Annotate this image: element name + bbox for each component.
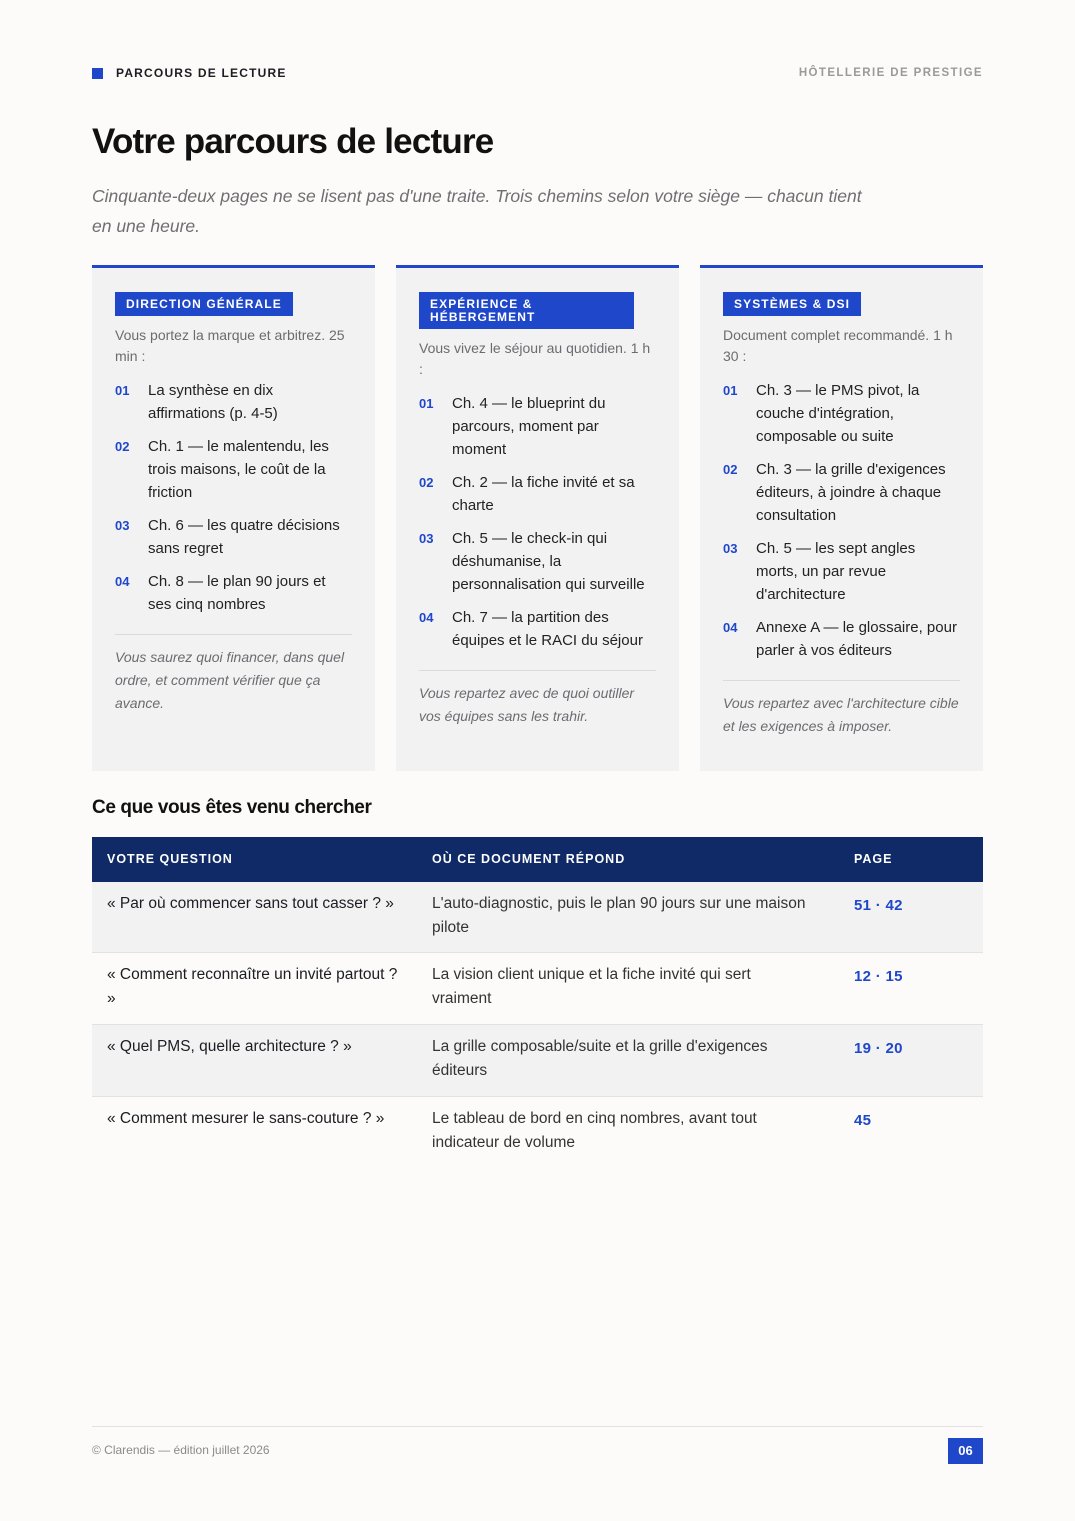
page-cell: 19 · 20 xyxy=(854,1040,903,1057)
step-number: 04 xyxy=(115,574,130,589)
section-label: PARCOURS DE LECTURE xyxy=(116,66,287,80)
path-badge: SYSTÈMES & DSI xyxy=(723,292,861,316)
step-number: 03 xyxy=(723,541,738,556)
path-step xyxy=(419,392,656,461)
path-steps xyxy=(419,392,656,652)
path-intro: Vous portez la marque et arbitrez. 25 min : xyxy=(115,327,345,364)
step-number: 02 xyxy=(115,439,130,454)
path-step xyxy=(723,379,960,448)
step-text: Ch. 5 — le check-in qui déshumanise, la personnalisation qui surveille xyxy=(452,530,645,593)
page-cell: 45 xyxy=(854,1112,872,1129)
step-text: Ch. 5 — les sept angles morts, un par revue d'architecture xyxy=(756,540,916,603)
path-step xyxy=(419,471,656,517)
column-header-page: PAGE xyxy=(854,852,893,866)
path-step xyxy=(115,514,352,560)
path-step xyxy=(115,379,352,425)
card-divider xyxy=(419,670,656,671)
footer-divider xyxy=(92,1426,983,1427)
step-text: Ch. 8 — le plan 90 jours et ses cinq nombres xyxy=(148,573,326,613)
table-row xyxy=(92,1025,983,1097)
step-text: Ch. 3 — le PMS pivot, la couche d'intégration, composable ou suite xyxy=(756,382,920,445)
step-number: 03 xyxy=(115,518,130,533)
table-row xyxy=(92,882,983,953)
path-steps xyxy=(115,379,352,616)
path-card-experience xyxy=(396,265,679,771)
answer-cell: Le tableau de bord en cinq nombres, avant tout indicateur de volume xyxy=(432,1110,757,1151)
reading-paths xyxy=(92,265,983,771)
page-cell: 51 · 42 xyxy=(854,897,903,914)
table-row xyxy=(92,953,983,1025)
step-number: 02 xyxy=(723,462,738,477)
question-cell: « Comment reconnaître un invité partout ? » xyxy=(107,966,398,1007)
path-card-systems xyxy=(700,265,983,771)
question-cell: « Comment mesurer le sans-couture ? » xyxy=(107,1110,385,1127)
path-step xyxy=(723,537,960,606)
question-cell: « Quel PMS, quelle architecture ? » xyxy=(107,1038,352,1055)
step-number: 01 xyxy=(419,396,434,411)
question-cell: « Par où commencer sans tout casser ? » xyxy=(107,895,394,912)
path-card-direction xyxy=(92,265,375,771)
path-step xyxy=(723,616,960,662)
step-number: 01 xyxy=(723,383,738,398)
path-intro: Document complet recommandé. 1 h 30 : xyxy=(723,327,953,364)
path-outcome: Vous repartez avec l'architecture cible et les exigences à imposer. xyxy=(723,695,959,734)
step-text: La synthèse en dix affirmations (p. 4-5) xyxy=(148,382,278,422)
questions-heading: Ce que vous êtes venu chercher xyxy=(92,797,372,818)
answer-cell: La grille composable/suite et la grille d'exigences éditeurs xyxy=(432,1038,768,1079)
page-cell: 12 · 15 xyxy=(854,968,903,985)
path-outcome: Vous saurez quoi financer, dans quel ordre, et comment vérifier que ça avance. xyxy=(115,649,345,711)
path-outcome: Vous repartez avec de quoi outiller vos équipes sans les trahir. xyxy=(419,685,635,724)
page-number: 06 xyxy=(948,1438,983,1464)
path-steps xyxy=(723,379,960,662)
path-step xyxy=(115,570,352,616)
step-number: 01 xyxy=(115,383,130,398)
answer-cell: La vision client unique et la fiche invité qui sert vraiment xyxy=(432,966,751,1007)
step-number: 03 xyxy=(419,531,434,546)
step-number: 02 xyxy=(419,475,434,490)
path-step xyxy=(115,435,352,504)
path-badge: DIRECTION GÉNÉRALE xyxy=(115,292,293,316)
step-number: 04 xyxy=(723,620,738,635)
path-step xyxy=(419,606,656,652)
path-step xyxy=(723,458,960,527)
path-badge: EXPÉRIENCE & HÉBERGEMENT xyxy=(419,292,634,329)
step-text: Ch. 1 — le malentendu, les trois maisons, le coût de la friction xyxy=(148,438,329,501)
section-marker-square xyxy=(92,68,103,79)
step-text: Ch. 6 — les quatre décisions sans regret xyxy=(148,517,340,557)
page xyxy=(92,0,983,1521)
step-text: Ch. 7 — la partition des équipes et le RACI du séjour xyxy=(452,609,643,649)
path-intro: Vous vivez le séjour au quotidien. 1 h : xyxy=(419,340,651,377)
step-text: Annexe A — le glossaire, pour parler à vos éditeurs xyxy=(756,619,957,659)
step-text: Ch. 2 — la fiche invité et sa charte xyxy=(452,474,635,514)
table-row xyxy=(92,1097,983,1169)
column-header-question: VOTRE QUESTION xyxy=(107,852,233,866)
publication-label: HÔTELLERIE DE PRESTIGE xyxy=(798,67,983,79)
step-number: 04 xyxy=(419,610,434,625)
column-header-answer: OÙ CE DOCUMENT RÉPOND xyxy=(432,852,626,866)
running-header xyxy=(92,66,983,82)
path-step xyxy=(419,527,656,596)
step-text: Ch. 3 — la grille d'exigences éditeurs, à joindre à chaque consultation xyxy=(756,461,946,524)
step-text: Ch. 4 — le blueprint du parcours, moment par moment xyxy=(452,395,606,458)
card-divider xyxy=(723,680,960,681)
answer-cell: L'auto-diagnostic, puis le plan 90 jours sur une maison pilote xyxy=(432,895,806,936)
page-title: Votre parcours de lecture xyxy=(92,122,494,161)
page-subtitle: Cinquante-deux pages ne se lisent pas d'une traite. Trois chemins selon votre siège — chacun tient en une heure. xyxy=(92,186,862,236)
card-divider xyxy=(115,634,352,635)
table-header xyxy=(92,837,983,882)
footer-copyright: © Clarendis — édition juillet 2026 xyxy=(92,1443,270,1457)
questions-table xyxy=(92,837,983,1169)
